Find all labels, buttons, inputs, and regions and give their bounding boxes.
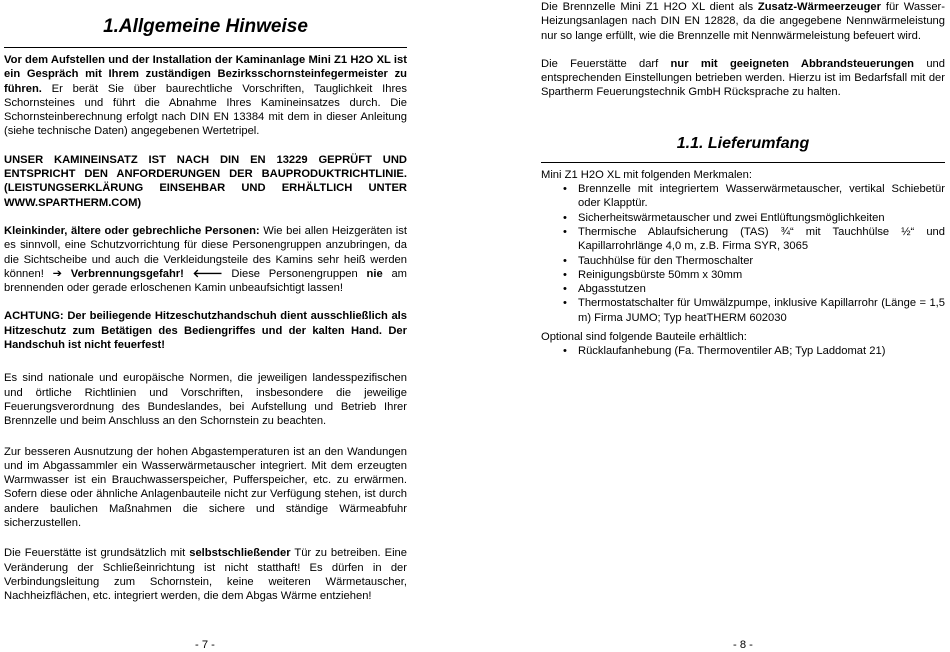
list-item: • Thermische Ablaufsicherung (TAS) ¾“ mit Tauchhülse ½“ und Kapillarrohrlänge 4,0 m, z.B. Firma SYR, 3065 — [541, 225, 945, 254]
self-closing-bold: selbstschließender — [189, 547, 291, 560]
burn-danger-text: Verbrennungsgefahr! — [61, 267, 193, 280]
list-item: • Rücklaufanhebung (Fa. Thermoventiler AB; Typ Laddomat 21) — [541, 344, 945, 358]
list-item: • Tauchhülse für den Thermoschalter — [541, 254, 945, 268]
never-bold-text: nie — [366, 267, 383, 280]
list-item: • Brennzelle mit integriertem Wasserwärmetauscher, vertikal Schiebetür oder Klapptür. — [541, 182, 945, 211]
left-page — [4, 0, 407, 604]
paragraph-additional-heater — [541, 0, 945, 43]
subsection-heading: 1.1. Lieferumfang — [676, 134, 810, 152]
paragraph-heat-exchanger — [4, 445, 407, 531]
subheading-rule — [541, 162, 945, 163]
paragraph-self-closing-door — [4, 546, 407, 603]
children-warning-text-a: Wie bei allen Heizgeräten ist es sinnvoll, eine Schutzvorrichtung für diese Personengruppen anzubringen, da die Sichtscheibe und auch die Verkleidungsteile des Kamins sehr heiß werden können! — [4, 224, 407, 280]
children-warning-text-c: am brennenden oder gerade erloschenen Kamin unbeaufsichtigt lassen! — [4, 267, 407, 295]
chimney-sweep-text: Er berät Sie über baurechtliche Vorschriften, Tauglichkeit Ihres Schornsteines und führt die Abnahme Ihres Kamineinsatzes durch. Die Schornsteinberechnung erfolgt nach DIN EN 13384 mit dem in dieser Anleitung (siehe technische Daten) angegebenen Wertetripel. — [4, 82, 407, 138]
heat-exchanger-text: Zur besseren Ausnutzung der hohen Abgastemperaturen ist an den Wandungen und im Abgassammler ein Wasserwärmetauscher integriert. Mit dem erzeugten Warmwasser ist ein Brauchwasserspeicher, Pufferspeicher, etc. zu erwärmen. Sofern diese oder ähnliche Anlagenbauteile nicht zur Verfügung stehen, ist durch andere baulichen Maßnahmen die sichere und ständige Wärmeabfuhr sicherzustellen. — [4, 445, 407, 530]
optional-intro: Optional sind folgende Bauteile erhältlich: — [541, 331, 747, 344]
paragraph-glove-warning — [4, 309, 407, 352]
optional-list — [541, 344, 945, 358]
children-warning-bold: Kleinkinder, ältere oder gebrechliche Personen: — [4, 224, 260, 237]
paragraph-certification — [4, 153, 407, 210]
right-page — [541, 0, 945, 359]
page-number-left: - 7 - — [195, 639, 215, 651]
list-item: • Abgasstutzen — [541, 282, 945, 296]
scope-intro: Mini Z1 H2O XL mit folgenden Merkmalen: — [541, 168, 752, 181]
glove-warning-text: ACHTUNG: Der beiliegende Hitzeschutzhandschuh dient ausschließlich als Hitzeschutz zum Betätigen des Bediengriffes und der kalten Hand. Der Handschuh ist nicht feuerfest! — [4, 310, 407, 352]
combustion-control-text-a: Die Feuerstätte darf — [541, 57, 671, 70]
section-heading: 1.Allgemeine Hinweise — [103, 16, 308, 37]
self-closing-text-a: Die Feuerstätte ist grundsätzlich mit — [4, 547, 190, 560]
list-item: • Reinigungsbürste 50mm x 30mm — [541, 268, 945, 282]
paragraph-combustion-control — [541, 57, 945, 100]
arrow-right-icon: ➔ — [52, 267, 62, 280]
chimney-sweep-bold-text: Vor dem Aufstellen und der Installation der Kaminanlage Mini Z1 H2O XL ist ein Gespräch mit Ihrem zuständigen Bezirksschornsteinfegermeister zu führen. — [4, 54, 407, 95]
paragraph-children-warning — [4, 224, 407, 295]
combustion-control-text-b: und entsprechenden Einstellungen betrieben werden. Hierzu ist im Bedarfsfall mit der Spartherm Feuerungstechnik GmbH Rücksprache zu halten. — [541, 57, 945, 99]
heading-rule — [4, 47, 407, 48]
arrow-left-icon: 🡐 — [192, 267, 223, 280]
page-number-right: - 8 - — [733, 639, 753, 651]
combustion-control-bold: nur mit geeigneten Abbrandsteuerungen — [670, 57, 915, 70]
self-closing-text-b: Tür zu betreiben. Eine Veränderung der Schließeinrichtung ist nicht statthaft! Es dürfen in der Verbindungsleitung zum Schornstein, keine weiteren Wärmetauscher, Nachheizflächen, etc. integriert werden, die dem Abgas Wärme entziehen! — [4, 547, 408, 603]
certification-text: UNSER KAMINEINSATZ IST NACH DIN EN 13229 GEPRÜFT UND ENTSPRICHT DEN ANFORDERUNGEN DER BAUPRODUKTRICHTLINIE. (LEISTUNGSERKLÄRUNG EINSEHBAR UND ERHÄLTLICH UNTER WWW.SPARTHERM.COM) — [4, 153, 407, 209]
additional-heater-text-b: für Wasser-Heizungsanlagen nach DIN EN 12828, da die angegebene Nennwärmeleistung nur so lange erfüllt, wie die Brennzelle mit Nennwärmeleistung befeuert wird. — [541, 1, 945, 42]
paragraph-norms — [4, 371, 407, 428]
list-item: • Sicherheitswärmetauscher und zwei Entlüftungsmöglichkeiten — [541, 211, 945, 225]
norms-text: Es sind nationale und europäische Normen, die jeweiligen landesspezifischen und örtliche Richtlinien und Vorschriften, insbesondere die jeweilige Feuerungsverordnung des Bundeslandes, bei Aufstellung und Betrieb Ihrer Brennzelle und beim Anschluss an den Schornstein zu beachten. — [4, 372, 407, 428]
additional-heater-text-a: Die Brennzelle Mini Z1 H2O XL dient als — [541, 1, 758, 13]
feature-list — [541, 182, 945, 325]
children-warning-text-b: Diese Personengruppen — [222, 267, 367, 280]
additional-heater-bold: Zusatz-Wärmeerzeuger — [757, 1, 881, 13]
list-item: • Thermostatschalter für Umwälzpumpe, inklusive Kapillarrohr (Länge = 1,5 m) Firma JUMO; Typ heatTHERM 602030 — [541, 296, 945, 325]
paragraph-chimney-sweep — [4, 53, 407, 139]
